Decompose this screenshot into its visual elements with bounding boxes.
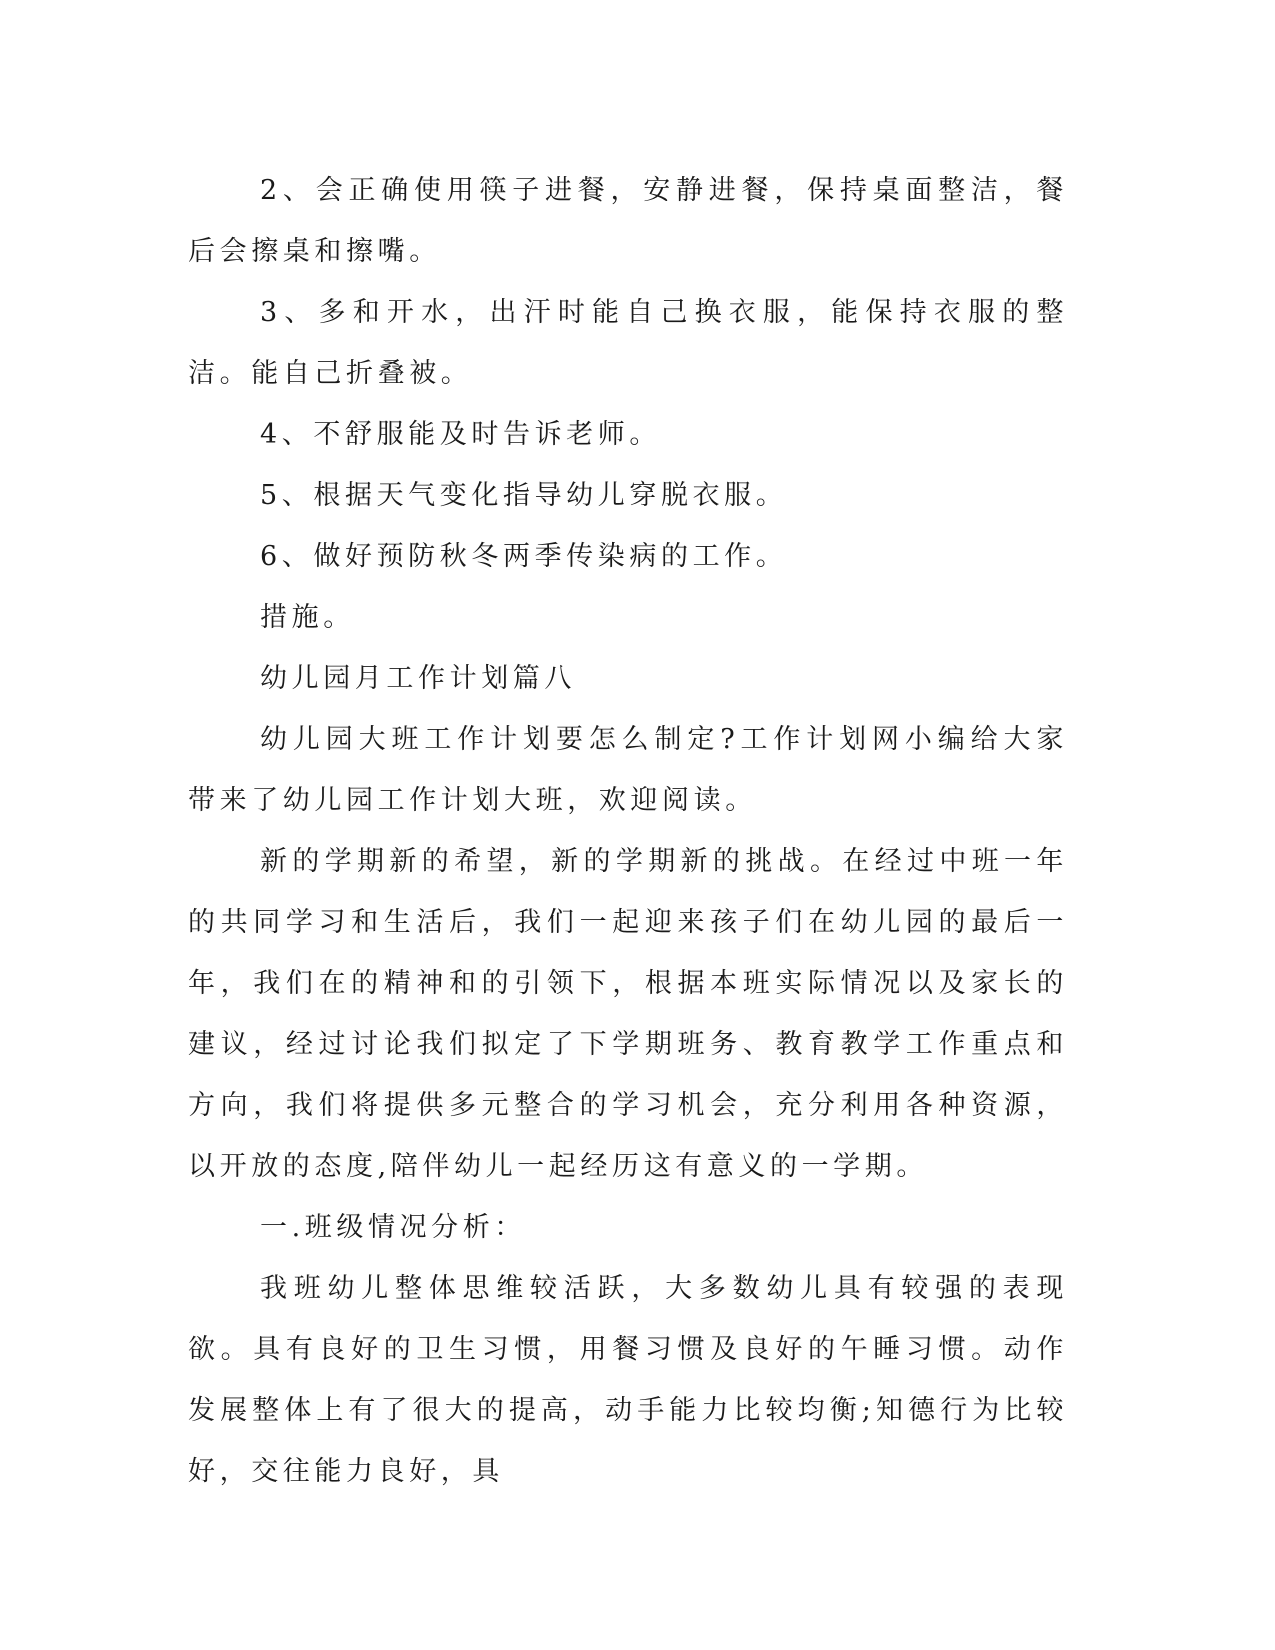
paragraph-3: 4、不舒服能及时告诉老师。: [260, 419, 661, 450]
paragraph-2: 3、多和开水，出汗时能自己换衣服，能保持衣服的整洁。能自己折叠被。: [188, 297, 1068, 389]
section-heading: 幼儿园月工作计划篇八: [260, 663, 576, 694]
document-body: [188, 160, 1068, 1502]
paragraph-intro: 幼儿园大班工作计划要怎么制定?工作计划网小编给大家带来了幼儿园工作计划大班，欢迎阅读。: [188, 724, 1068, 816]
paragraph-1: 2、会正确使用筷子进餐，安静进餐，保持桌面整洁，餐后会擦桌和擦嘴。: [188, 175, 1068, 267]
paragraph-6: 措施。: [260, 602, 355, 633]
paragraph-class-analysis: 我班幼儿整体思维较活跃，大多数幼儿具有较强的表现欲。具有良好的卫生习惯，用餐习惯及良好的午睡习惯。动作发展整体上有了很大的提高，动手能力比较均衡;知德行为比较好，交往能力良好，具: [188, 1273, 1068, 1487]
subheading-class-analysis: 一.班级情况分析：: [260, 1212, 526, 1243]
paragraph-4: 5、根据天气变化指导幼儿穿脱衣服。: [260, 480, 788, 511]
paragraph-5: 6、做好预防秋冬两季传染病的工作。: [260, 541, 788, 572]
paragraph-semester: 新的学期新的希望，新的学期新的挑战。在经过中班一年的共同学习和生活后，我们一起迎来孩子们在幼儿园的最后一年，我们在的精神和的引领下，根据本班实际情况以及家长的建议，经过讨论我们拟定了下学期班务、教育教学工作重点和方向，我们将提供多元整合的学习机会，充分利用各种资源，以开放的态度,陪伴幼儿一起经历这有意义的一学期。: [188, 846, 1068, 1182]
